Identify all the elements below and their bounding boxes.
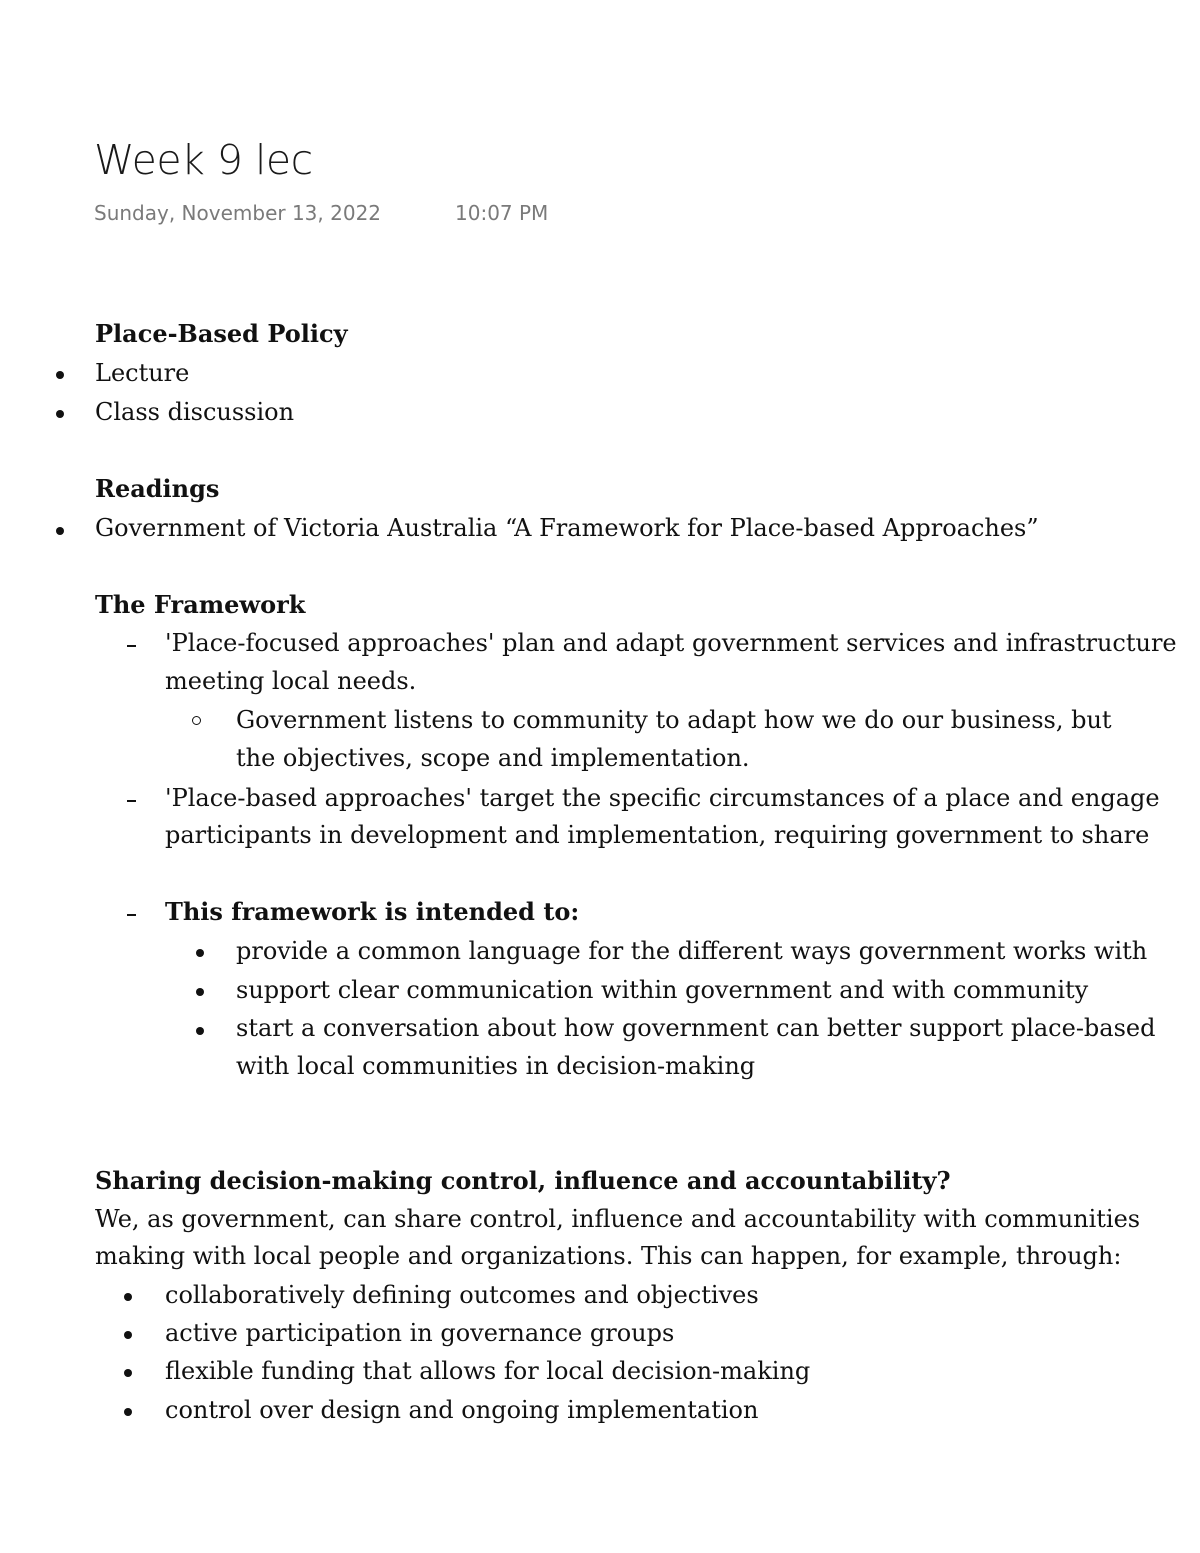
list-item-continuation: participants in development and implementation, requiring government to share	[165, 821, 1150, 849]
dash-bullet-icon	[127, 645, 136, 647]
ring-bullet-icon	[192, 716, 201, 725]
list-item: Lecture	[95, 359, 190, 387]
bullet-icon	[124, 1293, 132, 1301]
list-item: 'Place-focused approaches' plan and adapt government services and infrastructure	[165, 629, 1177, 657]
bullet-icon	[124, 1331, 132, 1339]
bullet-icon	[196, 1027, 204, 1035]
list-item: 'Place-based approaches' target the specific circumstances of a place and engage	[165, 784, 1160, 812]
bullet-icon	[124, 1408, 132, 1416]
bullet-icon	[56, 371, 64, 379]
list-item: collaboratively defining outcomes and objectives	[165, 1281, 759, 1309]
list-item: support clear communication within government and with community	[236, 976, 1089, 1004]
list-item-continuation: with local communities in decision-making	[236, 1052, 756, 1080]
list-item: active participation in governance groups	[165, 1319, 675, 1347]
bullet-icon	[196, 988, 204, 996]
page-title: Week 9 lec	[94, 136, 313, 184]
page-time: 10:07 PM	[455, 201, 549, 225]
page-date: Sunday, November 13, 2022	[94, 201, 382, 225]
paragraph-line: making with local people and organizations. This can happen, for example, through:	[95, 1242, 1122, 1270]
heading-intended: This framework is intended to:	[165, 897, 580, 926]
list-item-continuation: the objectives, scope and implementation.	[236, 744, 750, 772]
paragraph-line: We, as government, can share control, influence and accountability with communities	[95, 1205, 1141, 1233]
list-item: Class discussion	[95, 398, 295, 426]
list-item: provide a common language for the different ways government works with	[236, 937, 1148, 965]
bullet-icon	[56, 410, 64, 418]
heading-the-framework: The Framework	[95, 590, 306, 619]
list-item: start a conversation about how government can better support place-based	[236, 1014, 1156, 1042]
list-item: control over design and ongoing implementation	[165, 1396, 759, 1424]
list-item-continuation: meeting local needs.	[165, 667, 417, 695]
bullet-icon	[124, 1369, 132, 1377]
list-item: Government listens to community to adapt how we do our business, but	[236, 706, 1112, 734]
heading-sharing: Sharing decision-making control, influence and accountability?	[95, 1166, 951, 1195]
dash-bullet-icon	[127, 914, 136, 916]
list-item: flexible funding that allows for local decision-making	[165, 1357, 811, 1385]
bullet-icon	[196, 949, 204, 957]
heading-place-based-policy: Place-Based Policy	[95, 319, 348, 348]
heading-readings: Readings	[95, 474, 220, 503]
list-item: Government of Victoria Australia “A Framework for Place-based Approaches”	[95, 514, 1039, 542]
bullet-icon	[56, 527, 64, 535]
dash-bullet-icon	[127, 800, 136, 802]
